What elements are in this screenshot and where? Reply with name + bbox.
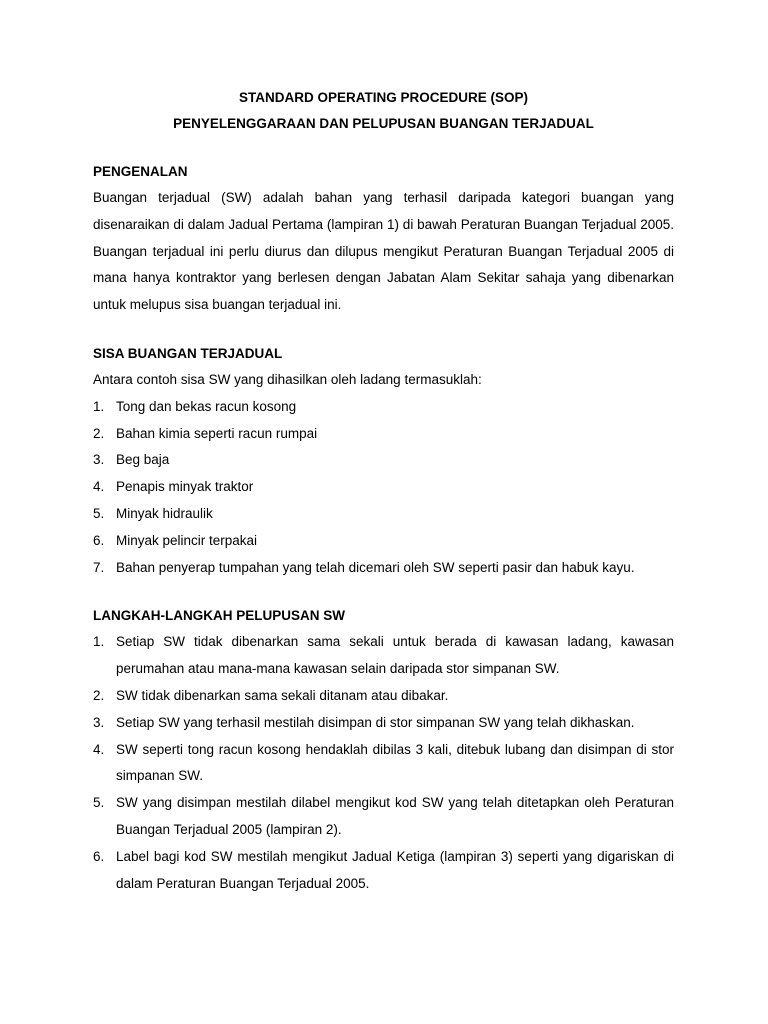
list-item [93,790,674,844]
list-number: 3. [93,452,105,468]
waste-lead-text: Antara contoh sisa SW yang dihasilkan oleh ladang termasuklah: [93,371,482,387]
list-text: Penapis minyak traktor [116,479,254,495]
list-text: SW tidak dibenarkan sama sekali ditanam atau dibakar. [116,687,449,703]
list-item [93,710,674,737]
section-steps [93,603,674,897]
list-text: SW seperti tong racun kosong hendaklah dibilas 3 kali, ditebuk lubang dan disimpan di stor simpanan SW. [116,741,674,784]
section-heading-intro: PENGENALAN [93,164,188,179]
list-item [93,629,674,683]
list-text: Bahan kimia seperti racun rumpai [116,425,318,441]
list-text: Beg baja [116,452,170,468]
list-number: 5. [93,795,105,811]
list-text: Setiap SW tidak dibenarkan sama sekali untuk berada di kawasan ladang, kawasan perumahan atau mana-mana kawasan selain daripada stor simpanan SW. [116,634,674,677]
list-item [93,421,674,448]
list-item [93,528,674,555]
section-heading-steps: LANGKAH-LANGKAH PELUPUSAN SW [93,608,345,624]
document-subtitle: PENYELENGGARAAN DAN PELUPUSAN BUANGAN TERJADUAL [173,116,594,131]
list-number: 7. [93,559,105,575]
list-number: 1. [93,398,105,414]
list-item [93,555,674,582]
intro-paragraph: Buangan terjadual (SW) adalah bahan yang terhasil daripada kategori buangan yang disenaraikan di dalam Jadual Pertama (lampiran 1) di bawah Peraturan Buangan Terjadual 2005. Buangan terjadual ini perlu diurus dan dilupus mengikut Peraturan Buangan Terjadual 2005 di mana hanya kontraktor yang berlesen dengan Jabatan Alam Sekitar sahaja yang dibenarkan untuk melupus sisa buangan terjadual ini. [93,190,674,313]
list-text: Label bagi kod SW mestilah mengikut Jadual Ketiga (lampiran 3) seperti yang digariskan di dalam Peraturan Buangan Terjadual 2005. [116,848,674,891]
document-page [93,85,674,897]
list-number: 2. [93,687,105,703]
list-text: Tong dan bekas racun kosong [116,398,297,414]
list-number: 2. [93,425,105,441]
list-number: 1. [93,634,105,650]
steps-list [93,629,674,897]
list-number: 6. [93,848,105,864]
list-number: 6. [93,532,105,548]
list-item [93,474,674,501]
list-item [93,844,674,898]
list-text: Minyak pelincir terpakai [116,532,258,548]
title-block [93,85,674,137]
list-text: Bahan penyerap tumpahan yang telah dicemari oleh SW seperti pasir dan habuk kayu. [116,559,635,575]
list-item [93,683,674,710]
list-item [93,737,674,791]
list-number: 4. [93,479,105,495]
list-number: 5. [93,505,105,521]
list-text: SW yang disimpan mestilah dilabel mengikut kod SW yang telah ditetapkan oleh Peraturan Buangan Terjadual 2005 (lampiran 2). [116,795,674,837]
waste-list [93,394,674,582]
section-waste [93,341,674,581]
list-text: Setiap SW yang terhasil mestilah disimpan di stor simpanan SW yang telah dikhaskan. [116,714,635,730]
list-item [93,447,674,474]
list-text: Minyak hidraulik [116,505,213,521]
list-item [93,501,674,528]
section-intro [93,159,674,319]
section-heading-waste: SISA BUANGAN TERJADUAL [93,345,283,361]
document-title: STANDARD OPERATING PROCEDURE (SOP) [238,90,528,105]
list-item [93,394,674,421]
list-number: 3. [93,714,105,730]
list-number: 4. [93,741,105,757]
